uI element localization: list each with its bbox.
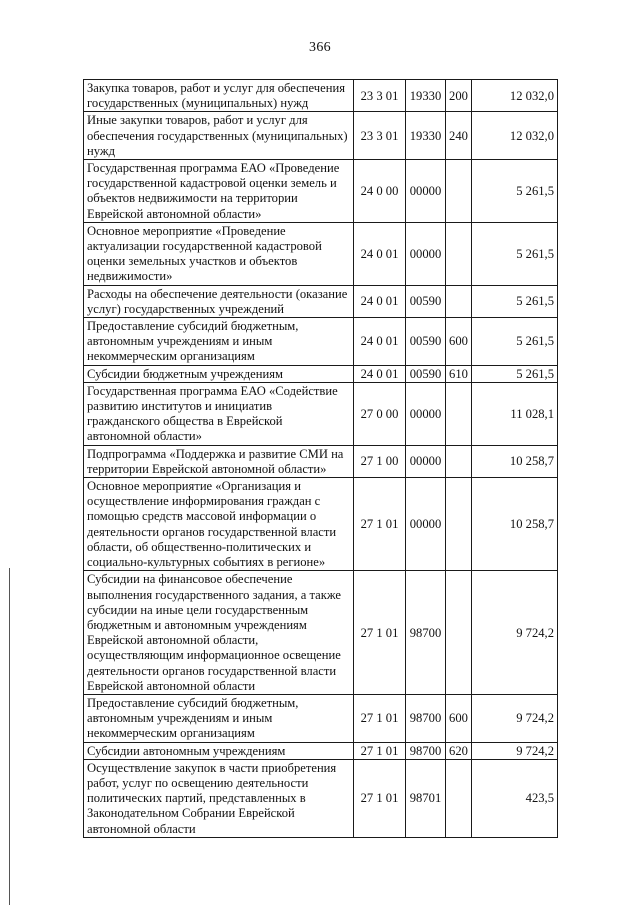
row-type-cell: 600 — [446, 318, 472, 366]
row-subcode-cell: 19330 — [406, 112, 446, 160]
row-sum-cell: 10 258,7 — [472, 478, 558, 571]
row-type-cell — [446, 445, 472, 477]
row-subcode-cell: 00590 — [406, 285, 446, 317]
table-row — [84, 160, 558, 223]
row-name-line: Закупка товаров, работ и услуг для обеспечения — [87, 81, 346, 95]
row-name-line: услуг) государственных учреждений — [87, 301, 285, 316]
table-row — [84, 112, 558, 160]
row-type-cell — [446, 160, 472, 223]
row-sum-cell: 9 724,2 — [472, 694, 558, 742]
row-name-line: Субсидии на финансовое обеспечение — [87, 572, 293, 587]
row-type-cell — [446, 759, 472, 837]
row-subcode-cell: 98701 — [406, 759, 446, 837]
row-code-cell: 23 3 01 — [354, 112, 406, 160]
row-name-line: оценки земельных участков и объектов — [87, 254, 298, 269]
row-name-cell — [84, 742, 354, 759]
row-name-cell — [84, 445, 354, 477]
row-name-line: работ, услуг по освещению деятельности — [87, 775, 309, 790]
row-name-line: развитию институтов и инициатив — [87, 399, 273, 414]
budget-table-body — [84, 80, 558, 838]
row-name-line: объектов недвижимости на территории — [87, 191, 298, 206]
row-name-line: Субсидии бюджетным учреждениям — [87, 366, 283, 381]
row-subcode-cell: 19330 — [406, 80, 446, 112]
row-subcode-cell: 98700 — [406, 694, 446, 742]
row-subcode-cell: 00000 — [406, 445, 446, 477]
row-name-line: деятельности органов государственной власти — [87, 524, 337, 539]
page-number: 366 — [309, 40, 331, 55]
table-row — [84, 285, 558, 317]
row-code-cell: 24 0 01 — [354, 365, 406, 382]
row-name-line: Осуществление закупок в части приобретения — [87, 760, 337, 775]
row-name-line: осуществляющим информационное освещение — [87, 648, 341, 663]
row-name-line: социально-культурных событиях в регионе» — [87, 555, 326, 570]
row-code-cell: 24 0 01 — [354, 318, 406, 366]
row-subcode-cell: 00590 — [406, 318, 446, 366]
row-name-cell — [84, 365, 354, 382]
row-subcode-cell: 98700 — [406, 742, 446, 759]
row-subcode-cell: 00000 — [406, 222, 446, 285]
row-sum-cell: 423,5 — [472, 759, 558, 837]
row-type-cell: 200 — [446, 80, 472, 112]
row-name-line: обеспечения государственных (муниципальных) — [87, 128, 348, 143]
row-name-line: некоммерческим организациям — [87, 726, 255, 741]
row-name-line: Предоставление субсидий бюджетным, — [87, 319, 299, 334]
row-code-cell: 27 1 01 — [354, 571, 406, 695]
row-code-cell: 27 1 01 — [354, 478, 406, 571]
row-sum-cell: 12 032,0 — [472, 112, 558, 160]
row-name-line: Еврейской автономной области» — [87, 206, 262, 221]
row-sum-cell: 5 261,5 — [472, 318, 558, 366]
table-row — [84, 759, 558, 837]
row-name-line: выполнения государственного задания, а также — [87, 587, 341, 602]
row-subcode-cell: 00000 — [406, 382, 446, 445]
row-code-cell: 27 1 00 — [354, 445, 406, 477]
row-name-line: Государственная программа ЕАО «Содействие — [87, 383, 338, 398]
row-name-line: осуществление информирования граждан с — [87, 494, 321, 509]
row-name-line: Еврейской автономной области — [87, 678, 256, 693]
row-sum-cell: 12 032,0 — [472, 80, 558, 112]
row-name-line: государственных (муниципальных) нужд — [87, 96, 309, 111]
table-row — [84, 222, 558, 285]
table-row — [84, 445, 558, 477]
row-code-cell: 27 1 01 — [354, 694, 406, 742]
row-name-line: субсидии на иные цели государственным — [87, 602, 309, 617]
row-name-line: автономной области — [87, 821, 196, 836]
margin-line — [9, 568, 10, 905]
row-code-cell: 24 0 00 — [354, 160, 406, 223]
row-sum-cell: 5 261,5 — [472, 222, 558, 285]
row-name-line: политических партий, представленных в — [87, 791, 306, 806]
table-row — [84, 742, 558, 759]
row-name-line: автономным учреждениям и иным — [87, 711, 273, 726]
row-name-line: бюджетным и автономным учреждениям — [87, 617, 307, 632]
row-name-cell — [84, 478, 354, 571]
row-type-cell: 610 — [446, 365, 472, 382]
row-name-line: автономной области» — [87, 429, 202, 444]
row-name-line: автономным учреждениям и иным — [87, 334, 273, 349]
row-name-cell — [84, 80, 354, 112]
row-sum-cell: 5 261,5 — [472, 285, 558, 317]
row-subcode-cell: 98700 — [406, 571, 446, 695]
row-name-cell — [84, 160, 354, 223]
row-name-line: Предоставление субсидий бюджетным, — [87, 695, 299, 710]
table-row — [84, 571, 558, 695]
row-type-cell: 620 — [446, 742, 472, 759]
row-subcode-cell: 00000 — [406, 478, 446, 571]
row-name-cell — [84, 222, 354, 285]
row-sum-cell: 9 724,2 — [472, 571, 558, 695]
row-code-cell: 24 0 01 — [354, 285, 406, 317]
row-name-line: Субсидии автономным учреждениям — [87, 743, 286, 758]
row-name-line: государственной кадастровой оценки земель и — [87, 176, 337, 191]
row-name-cell — [84, 571, 354, 695]
row-type-cell — [446, 222, 472, 285]
row-sum-cell: 9 724,2 — [472, 742, 558, 759]
row-name-cell — [84, 318, 354, 366]
row-sum-cell: 11 028,1 — [472, 382, 558, 445]
row-code-cell: 27 1 01 — [354, 742, 406, 759]
row-type-cell — [446, 478, 472, 571]
row-name-line: Иные закупки товаров, работ и услуг для — [87, 113, 308, 128]
row-type-cell — [446, 571, 472, 695]
table-row — [84, 365, 558, 382]
row-type-cell: 600 — [446, 694, 472, 742]
row-type-cell — [446, 285, 472, 317]
row-type-cell — [446, 382, 472, 445]
row-name-cell — [84, 759, 354, 837]
row-code-cell: 27 1 01 — [354, 759, 406, 837]
row-name-line: гражданского общества в Еврейской — [87, 414, 283, 429]
row-name-cell — [84, 382, 354, 445]
row-type-cell: 240 — [446, 112, 472, 160]
table-row — [84, 478, 558, 571]
row-name-line: Подпрограмма «Поддержка и развитие СМИ на — [87, 446, 344, 461]
row-name-line: деятельности органов государственной власти — [87, 663, 337, 678]
row-name-line: Основное мероприятие «Организация и — [87, 479, 301, 494]
row-subcode-cell: 00590 — [406, 365, 446, 382]
row-name-line: Еврейской автономной области, — [87, 633, 259, 648]
row-name-line: недвижимости» — [87, 269, 173, 284]
row-name-cell — [84, 285, 354, 317]
row-code-cell: 23 3 01 — [354, 80, 406, 112]
row-sum-cell: 5 261,5 — [472, 160, 558, 223]
row-sum-cell: 5 261,5 — [472, 365, 558, 382]
row-name-line: Основное мероприятие «Проведение — [87, 223, 286, 238]
table-row — [84, 318, 558, 366]
row-name-line: Государственная программа ЕАО «Проведение — [87, 161, 340, 176]
row-name-cell — [84, 694, 354, 742]
table-row — [84, 694, 558, 742]
budget-table — [83, 79, 558, 838]
row-name-cell — [84, 112, 354, 160]
table-row — [84, 80, 558, 112]
row-name-line: Расходы на обеспечение деятельности (оказание — [87, 286, 348, 301]
row-name-line: нужд — [87, 143, 115, 158]
row-name-line: актуализации государственной кадастровой — [87, 239, 322, 254]
row-name-line: территории Еврейской автономной области» — [87, 461, 327, 476]
row-subcode-cell: 00000 — [406, 160, 446, 223]
row-code-cell: 27 0 00 — [354, 382, 406, 445]
row-name-line: помощью средств массовой информации о — [87, 509, 317, 524]
row-name-line: области, об общественно-политических и — [87, 539, 312, 554]
row-code-cell: 24 0 01 — [354, 222, 406, 285]
table-row — [84, 382, 558, 445]
row-name-line: некоммерческим организациям — [87, 349, 255, 364]
row-sum-cell: 10 258,7 — [472, 445, 558, 477]
row-name-line: Законодательном Собрании Еврейской — [87, 806, 295, 821]
